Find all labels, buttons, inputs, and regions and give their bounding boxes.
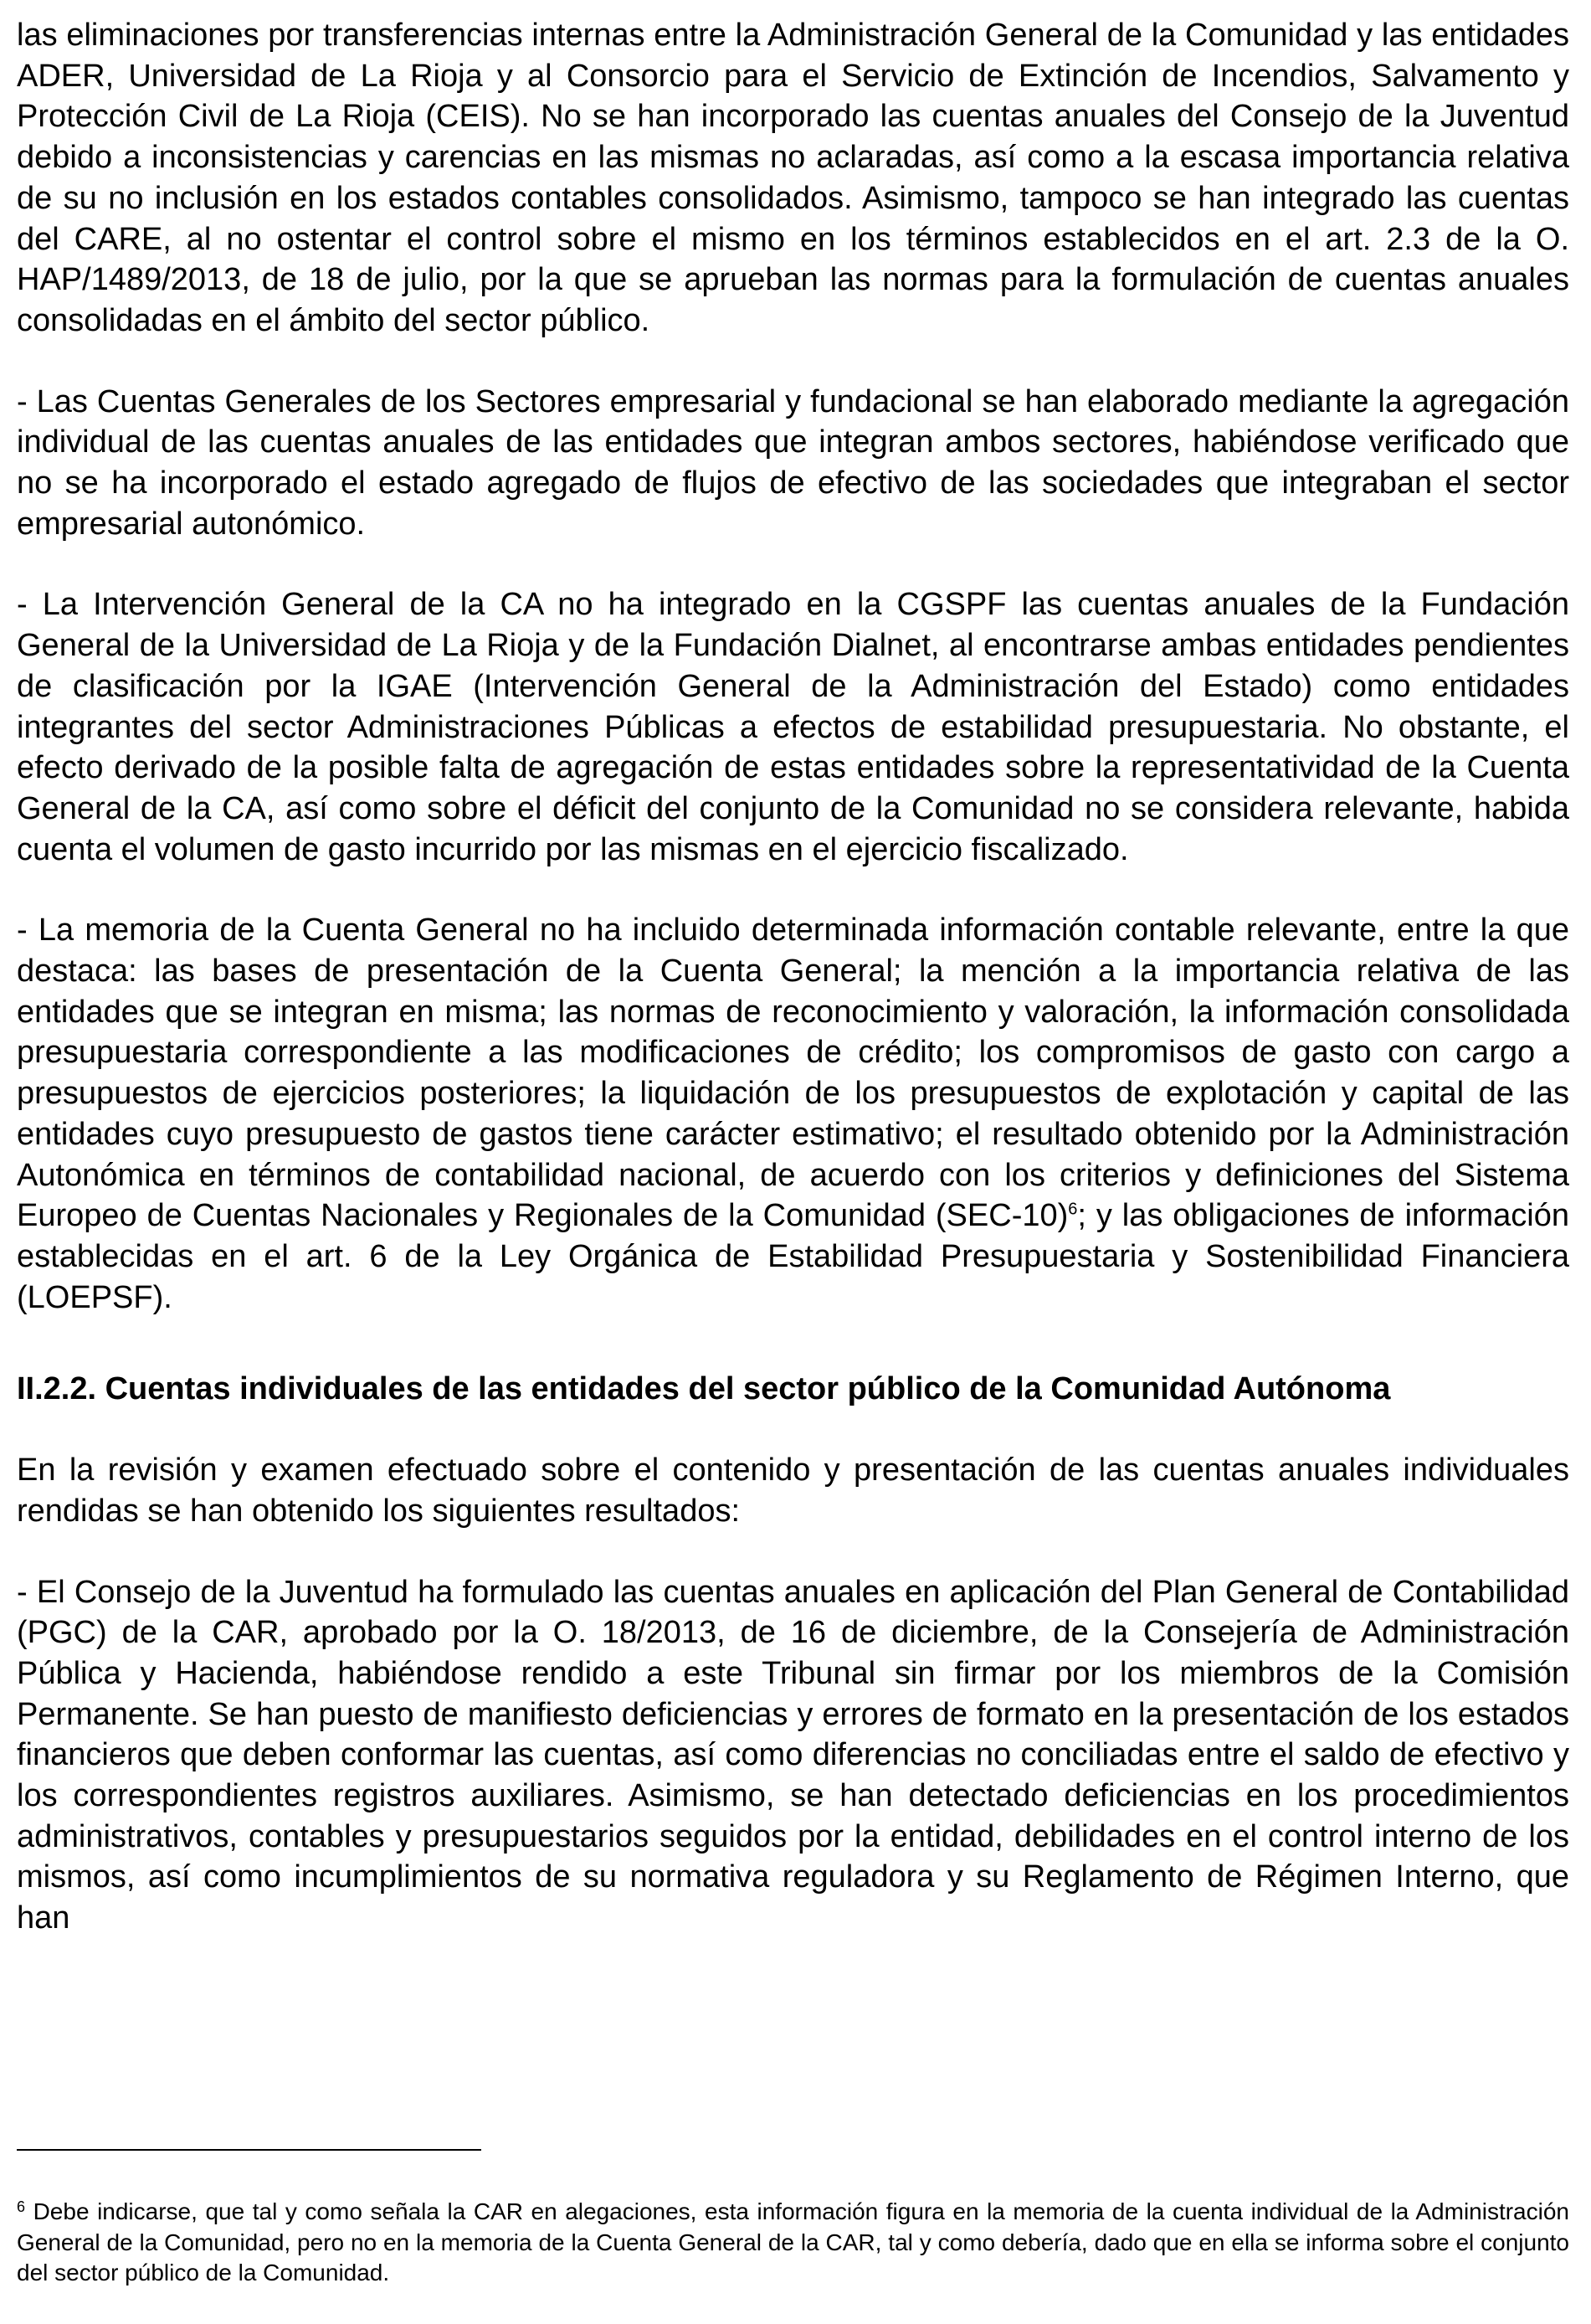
paragraph-foundations-not-integrated: - La Intervención General de la CA no ha integrado en la CGSPF las cuentas anuales de la Fundación General de la Universidad de La Rioja y de la Fundación Dialnet, al encontrarse ambas entidades pendientes de clasificación por la IGAE (Intervención General de la Administración del Estado) como entidades integrantes del sector Administraciones Públicas a efectos de estabilidad presupuestaria. No obstante, el efecto derivado de la posible falta de agregación de estas entidades sobre la representatividad de la Cuenta General de la CA, así como sobre el déficit del conjunto de la Comunidad no se considera relevante, habida cuenta el volumen de gasto incurrido por las mismas en el ejercicio fiscalizado. bbox=[17, 587, 1569, 867]
footnote-text: Debe indicarse, que tal y como señala la CAR en alegaciones, esta información figura en la memoria de la cuenta individual de la Administración General de la Comunidad, pero no en la memoria de la Cuenta General de la CAR, tal y como debería, dado que en ella se informa sobre el conjunto del sector público de la Comunidad. bbox=[17, 2198, 1569, 2285]
document-page bbox=[17, 15, 1569, 1939]
section-heading: II.2.2. Cuentas individuales de las entidades del sector público de la Comunidad Autónoma bbox=[17, 1371, 1391, 1407]
paragraph-memoria-omissions-text: - La memoria de la Cuenta General no ha incluido determinada información contable relevante, entre la que destaca: las bases de presentación de la Cuenta General; la mención a la importancia relativa de las entidades que se integran en misma; las normas de reconocimiento y valoración, la información consolidada presupuestaria correspondiente a las modificaciones de crédito; los compromisos de gasto con cargo a presupuestos de ejercicios posteriores; la liquidación de los presupuestos de explotación y capital de las entidades cuyo presupuesto de gastos tiene carácter estimativo; el resultado obtenido por la Administración Autonómica en términos de contabilidad nacional, de acuerdo con los criterios y definiciones del Sistema Europeo de Cuentas Nacionales y Regionales de la Comunidad (SEC-10) bbox=[17, 913, 1569, 1234]
paragraph-review-intro: En la revisión y examen efectuado sobre el contenido y presentación de las cuentas anuales individuales rendidas se han obtenido los siguientes resultados: bbox=[17, 1452, 1569, 1529]
paragraph-memoria-omissions-tail: ; y las obligaciones de información establecidas en el art. 6 de la Ley Orgánica de Estabilidad Presupuestaria y Sostenibilidad Financiera (LOEPSF). bbox=[17, 1198, 1570, 1315]
paragraph-consejo-juventud: - El Consejo de la Juventud ha formulado las cuentas anuales en aplicación del Plan General de Contabilidad (PGC) de la CAR, aprobado por la O. 18/2013, de 16 de diciembre, de la Consejería de Administración Pública y Hacienda, habiéndose rendido a este Tribunal sin firmar por los miembros de la Comisión Permanente. Se han puesto de manifiesto deficiencias y errores de formato en la presentación de los estados financieros que deben conformar las cuentas, así como diferencias no conciliadas entre el saldo de efectivo y los correspondientes registros auxiliares. Asimismo, se han detectado deficiencias en los procedimientos administrativos, contables y presupuestarios seguidos por la entidad, debilidades en el control interno de los mismos, así como incumplimientos de su normativa reguladora y su Reglamento de Régimen Interno, que han bbox=[17, 1574, 1569, 1936]
footnote bbox=[17, 2197, 1569, 2289]
paragraph-sector-accounts: - Las Cuentas Generales de los Sectores empresarial y fundacional se han elaborado mediante la agregación individual de las cuentas anuales de las entidades que integran ambos sectores, habiéndose verificado que no se ha incorporado el estado agregado de flujos de efectivo de las sociedades que integraban el sector empresarial autonómico. bbox=[17, 383, 1569, 542]
footnote-separator bbox=[17, 2149, 481, 2151]
footnote-reference[interactable]: 6 bbox=[1068, 1200, 1078, 1219]
footnote-number: 6 bbox=[17, 2198, 26, 2215]
paragraph-memoria-omissions bbox=[17, 910, 1569, 1318]
paragraph-consolidation-scope: las eliminaciones por transferencias internas entre la Administración General de la Comunidad y las entidades ADER, Universidad de La Rioja y al Consorcio para el Servicio de Extinción de Incendios, Salvamento y Protección Civil de La Rioja (CEIS). No se han incorporado las cuentas anuales del Consejo de la Juventud debido a inconsistencias y carencias en las mismas no aclaradas, así como a la escasa importancia relativa de su no inclusión en los estados contables consolidados. Asimismo, tampoco se han integrado las cuentas del CARE, al no ostentar el control sobre el mismo en los términos establecidos en el art. 2.3 de la O. HAP/1489/2013, de 18 de julio, por la que se aprueban las normas para la formulación de cuentas anuales consolidadas en el ámbito del sector público. bbox=[17, 18, 1569, 338]
